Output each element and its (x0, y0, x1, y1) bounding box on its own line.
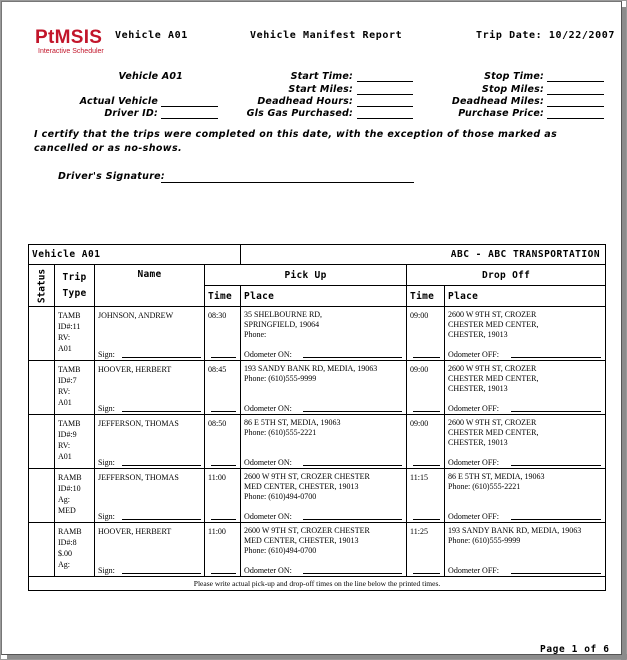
pickup-time: 11:00 (208, 527, 226, 536)
pickup-place-header: Place (241, 286, 407, 307)
pickup-time: 08:30 (208, 311, 227, 320)
odometer-off-field[interactable] (511, 357, 601, 358)
table-row (29, 361, 606, 415)
page-number: Page 1 of 6 (540, 644, 610, 655)
odometer-off-field[interactable] (511, 465, 601, 466)
actual-dropoff-time-field[interactable] (413, 411, 440, 412)
status-cell[interactable] (29, 469, 55, 523)
sign-label: Sign: (98, 350, 115, 359)
status-cell[interactable] (29, 415, 55, 469)
sign-field[interactable] (122, 357, 201, 358)
start-miles-field[interactable] (357, 94, 413, 95)
trip-date: Trip Date: 10/22/2007 (476, 30, 616, 41)
stop-miles-field[interactable] (547, 94, 604, 95)
sign-label: Sign: (98, 404, 115, 413)
passenger-name: JOHNSON, ANDREW (98, 311, 174, 320)
table-footer-row (29, 577, 606, 591)
passenger-name: JEFFERSON, THOMAS (98, 473, 179, 482)
dropoff-time: 11:25 (410, 527, 428, 536)
deadhead-hours-label: Deadhead Hours: (257, 96, 353, 107)
odometer-on-label: Odometer ON: (244, 512, 292, 521)
ptmsis-logo (35, 28, 104, 56)
start-time-field[interactable] (357, 81, 413, 82)
dropoff-time: 11:15 (410, 473, 428, 482)
pickup-header: Pick Up (205, 265, 407, 286)
driver-id-field[interactable] (161, 118, 218, 119)
trip-type: TAMB ID#:11 RV: A01 (58, 311, 81, 353)
driver-signature-label: Driver's Signature: (58, 171, 166, 182)
odometer-off-label: Odometer OFF: (448, 458, 499, 467)
report-page (1, 1, 622, 655)
gls-gas-field[interactable] (357, 118, 413, 119)
header-vehicle: Vehicle A01 (115, 30, 188, 41)
passenger-name: HOOVER, HERBERT (98, 527, 172, 536)
sign-label: Sign: (98, 566, 115, 575)
purchase-price-field[interactable] (547, 118, 604, 119)
actual-vehicle-label: Actual Vehicle (79, 96, 158, 107)
pickup-time-header: Time (205, 286, 241, 307)
status-cell[interactable] (29, 307, 55, 361)
dropoff-place: 2600 W 9TH ST, CROZER CHESTER MED CENTER, CHESTER, 19013 (448, 364, 539, 393)
driver-id-label: Driver ID: (104, 108, 158, 119)
driver-signature-field[interactable] (161, 182, 414, 183)
pickup-time: 11:00 (208, 473, 226, 482)
dropoff-place: 2600 W 9TH ST, CROZER CHESTER MED CENTER, CHESTER, 19013 (448, 310, 539, 339)
pickup-time: 08:50 (208, 419, 227, 428)
sign-field[interactable] (122, 519, 201, 520)
actual-dropoff-time-field[interactable] (413, 519, 440, 520)
table-row (29, 415, 606, 469)
sign-field[interactable] (122, 411, 201, 412)
table-vehicle: Vehicle A01 (29, 245, 241, 265)
deadhead-miles-label: Deadhead Miles: (451, 96, 544, 107)
pickup-place: 193 SANDY BANK RD, MEDIA, 19063 Phone: (610)555-9999 (244, 364, 378, 383)
actual-dropoff-time-field[interactable] (413, 573, 440, 574)
trip-type: RAMB ID#:8 $.00 Ag: (58, 527, 82, 569)
actual-dropoff-time-field[interactable] (413, 465, 440, 466)
dropoff-time-header: Time (407, 286, 445, 307)
odometer-on-label: Odometer ON: (244, 458, 292, 467)
purchase-price-label: Purchase Price: (458, 108, 544, 119)
stop-time-label: Stop Time: (484, 71, 544, 82)
odometer-off-label: Odometer OFF: (448, 512, 499, 521)
certification-text: I certify that the trips were completed on this date, with the exception of those marked as cancelled or as no-shows. (34, 129, 558, 154)
table-company: ABC - ABC TRANSPORTATION (241, 245, 606, 265)
table-row (29, 469, 606, 523)
pickup-time: 08:45 (208, 365, 227, 374)
trip-type: RAMB ID#:10 Ag: MED (58, 473, 82, 515)
trip-type: TAMB ID#:9 RV: A01 (58, 419, 81, 461)
dropoff-time: 09:00 (410, 365, 429, 374)
odometer-on-label: Odometer ON: (244, 566, 292, 575)
form-vehicle-label: Vehicle A01 (118, 71, 183, 82)
status-header (29, 265, 55, 307)
odometer-on-label: Odometer ON: (244, 350, 292, 359)
actual-pickup-time-field[interactable] (211, 357, 236, 358)
dropoff-time: 09:00 (410, 311, 429, 320)
table-row (29, 307, 606, 361)
odometer-off-field[interactable] (511, 411, 601, 412)
stop-miles-label: Stop Miles: (481, 84, 544, 95)
status-cell[interactable] (29, 523, 55, 577)
start-time-label: Start Time: (290, 71, 353, 82)
dropoff-header: Drop Off (407, 265, 606, 286)
table-vehicle-row (29, 245, 606, 265)
actual-pickup-time-field[interactable] (211, 411, 236, 412)
dropoff-place: 193 SANDY BANK RD, MEDIA, 19063 Phone: (610)555-9999 (448, 526, 582, 545)
logo-sub-text: Interactive Scheduler (38, 48, 104, 55)
sign-label: Sign: (98, 512, 115, 521)
passenger-name: HOOVER, HERBERT (98, 365, 172, 374)
pickup-place: 2600 W 9TH ST, CROZER CHESTER MED CENTER, CHESTER, 19013 Phone: (610)494-0700 (244, 472, 370, 501)
report-title: Vehicle Manifest Report (250, 30, 403, 41)
odometer-on-field[interactable] (303, 573, 402, 574)
dropoff-time: 09:00 (410, 419, 429, 428)
odometer-off-field[interactable] (511, 519, 601, 520)
start-miles-label: Start Miles: (288, 84, 353, 95)
manifest-table (28, 244, 606, 591)
actual-pickup-time-field[interactable] (211, 519, 236, 520)
dropoff-place-header: Place (445, 286, 606, 307)
deadhead-miles-field[interactable] (547, 106, 604, 107)
odometer-on-field[interactable] (303, 357, 402, 358)
gls-gas-label: Gls Gas Purchased: (246, 108, 353, 119)
deadhead-hours-field[interactable] (357, 106, 413, 107)
sign-label: Sign: (98, 458, 115, 467)
dropoff-place: 2600 W 9TH ST, CROZER CHESTER MED CENTER, CHESTER, 19013 (448, 418, 539, 447)
pickup-place: 86 E 5TH ST, MEDIA, 19063 Phone: (610)555-2221 (244, 418, 341, 437)
actual-vehicle-field[interactable] (161, 106, 218, 107)
dropoff-place: 86 E 5TH ST, MEDIA, 19063 Phone: (610)555-2221 (448, 472, 545, 491)
footer-note: Please write actual pick-up and drop-off times on the line below the printed times. (29, 577, 606, 591)
stop-time-field[interactable] (547, 81, 604, 82)
logo-main-text: PtMSIS (35, 27, 103, 48)
table-row (29, 523, 606, 577)
sign-field[interactable] (122, 573, 201, 574)
odometer-on-field[interactable] (303, 465, 402, 466)
odometer-off-label: Odometer OFF: (448, 404, 499, 413)
actual-dropoff-time-field[interactable] (413, 357, 440, 358)
table-header-row-1 (29, 265, 606, 286)
odometer-off-label: Odometer OFF: (448, 350, 499, 359)
sign-field[interactable] (122, 465, 201, 466)
odometer-on-field[interactable] (303, 411, 402, 412)
actual-pickup-time-field[interactable] (211, 573, 236, 574)
odometer-on-field[interactable] (303, 519, 402, 520)
pickup-place: 35 SHELBOURNE RD, SPRINGFIELD, 19064 Phone: (244, 310, 323, 339)
odometer-on-label: Odometer ON: (244, 404, 292, 413)
odometer-off-field[interactable] (511, 573, 601, 574)
odometer-off-label: Odometer OFF: (448, 566, 499, 575)
trip-type: TAMB ID#:7 RV: A01 (58, 365, 81, 407)
passenger-name: JEFFERSON, THOMAS (98, 419, 179, 428)
pickup-place: 2600 W 9TH ST, CROZER CHESTER MED CENTER, CHESTER, 19013 Phone: (610)494-0700 (244, 526, 370, 555)
status-cell[interactable] (29, 361, 55, 415)
name-header: Name (95, 265, 205, 307)
status-header-label: Status (36, 268, 47, 303)
trip-type-header: Trip Type (55, 265, 95, 307)
actual-pickup-time-field[interactable] (211, 465, 236, 466)
